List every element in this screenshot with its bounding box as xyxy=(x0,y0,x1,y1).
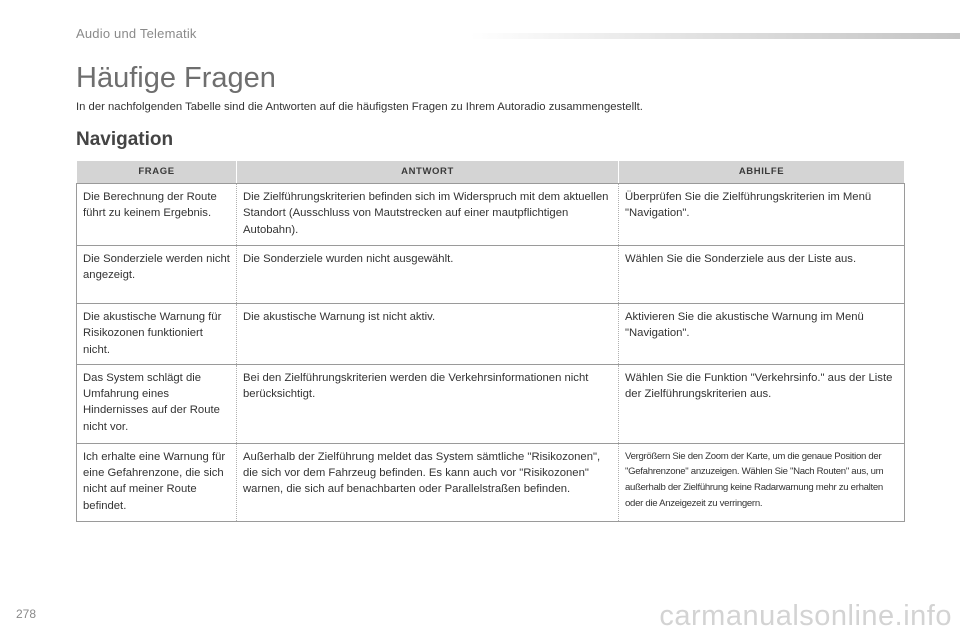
cell-antwort: Außerhalb der Zielführung meldet das System sämtliche "Risikozonen", die sich vor dem Fahrzeug befinden. Es kann auch vor "Risikozonen" warnen, die sich auf benachbarten oder Parallelstraßen befinden. xyxy=(237,443,619,521)
cell-frage: Ich erhalte eine Warnung für eine Gefahrenzone, die sich nicht auf meiner Route befindet. xyxy=(77,443,237,521)
section-header-label: Audio und Telematik xyxy=(76,26,197,41)
cell-frage: Die Berechnung der Route führt zu keinem Ergebnis. xyxy=(77,184,237,246)
table-row xyxy=(77,443,905,521)
section-heading-navigation: Navigation xyxy=(76,129,174,150)
column-header-frage: FRAGE xyxy=(77,161,237,184)
cell-frage: Die Sonderziele werden nicht angezeigt. xyxy=(77,246,237,304)
site-watermark: carmanualsonline.info xyxy=(659,600,952,632)
cell-abhilfe: Wählen Sie die Funktion "Verkehrsinfo." aus der Liste der Zielführungskriterien aus. xyxy=(619,364,905,443)
faq-table xyxy=(76,160,905,522)
cell-abhilfe: Überprüfen Sie die Zielführungskriterien im Menü "Navigation". xyxy=(619,184,905,246)
cell-abhilfe: Wählen Sie die Sonderziele aus der Liste aus. xyxy=(619,246,905,304)
header-divider-bar xyxy=(470,33,960,39)
page-number: 278 xyxy=(16,607,37,621)
cell-frage: Das System schlägt die Umfahrung eines Hindernisses auf der Route nicht vor. xyxy=(77,364,237,443)
cell-antwort: Die Zielführungskriterien befinden sich im Widerspruch mit dem aktuellen Standort (Ausschluss von Mautstrecken auf einer mautpflichtigen Autobahn). xyxy=(237,184,619,246)
column-header-antwort: ANTWORT xyxy=(237,161,619,184)
faq-table-header-row xyxy=(77,161,905,184)
table-row xyxy=(77,246,905,304)
cell-antwort: Die akustische Warnung ist nicht aktiv. xyxy=(237,304,619,365)
table-row xyxy=(77,364,905,443)
cell-antwort: Die Sonderziele wurden nicht ausgewählt. xyxy=(237,246,619,304)
table-row xyxy=(77,184,905,246)
page-title: Häufige Fragen xyxy=(76,62,276,94)
column-header-abhilfe: ABHILFE xyxy=(619,161,905,184)
cell-frage: Die akustische Warnung für Risikozonen funktioniert nicht. xyxy=(77,304,237,365)
intro-text: In der nachfolgenden Tabelle sind die Antworten auf die häufigsten Fragen zu Ihrem Autoradio zusammengestellt. xyxy=(76,101,643,113)
table-row xyxy=(77,304,905,365)
cell-abhilfe: Vergrößern Sie den Zoom der Karte, um die genaue Position der "Gefahrenzone" anzuzeigen. Wählen Sie "Nach Routen" aus, um außerhalb der Zielführung keine Radarwarnung mehr zu erhalten oder die Anzeigezeit zu verringern. xyxy=(619,443,905,521)
cell-abhilfe: Aktivieren Sie die akustische Warnung im Menü "Navigation". xyxy=(619,304,905,365)
cell-antwort: Bei den Zielführungskriterien werden die Verkehrsinformationen nicht berücksichtigt. xyxy=(237,364,619,443)
